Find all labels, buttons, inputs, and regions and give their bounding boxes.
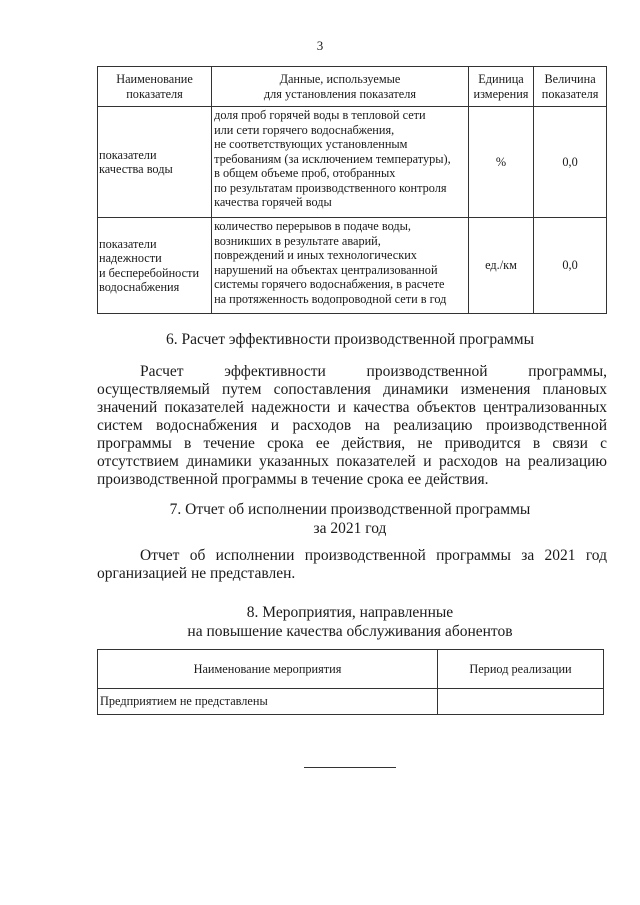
events-table <box>97 649 604 715</box>
section-6-heading: 6. Расчет эффективности производственной программы <box>166 331 534 348</box>
header-indicator: Наименование показателя <box>98 67 212 107</box>
row-value: 0,0 <box>534 107 607 218</box>
event-period-cell <box>438 689 604 715</box>
section-7-text: Отчет об исполнении производственной программы за 2021 год организацией не представлен. <box>97 547 607 582</box>
header-value: Величина показателя <box>534 67 607 107</box>
row-data-description: доля проб горячей воды в тепловой сети или сети горячего водоснабжения, не соответствующих установленным требованиям (за исключением температуры), в общем объеме проб, отобранных по результатам производственного контроля качества горячей воды <box>212 107 469 218</box>
table-row <box>98 218 607 314</box>
row-indicator-name: показатели качества воды <box>98 107 212 218</box>
indicators-table <box>97 66 607 314</box>
table-row <box>98 107 607 218</box>
event-name-cell: Предприятием не представлены <box>98 689 438 715</box>
page-number: 3 <box>316 38 324 53</box>
section-8-heading: 8. Мероприятия, направленные на повышение качества обслуживания абонентов <box>187 604 513 640</box>
header-period: Период реализации <box>438 650 604 689</box>
row-value: 0,0 <box>534 218 607 314</box>
table-header-row <box>98 67 607 107</box>
row-unit: ед./км <box>468 218 533 314</box>
section-6-text: Расчет эффективности производственной программы, осуществляемый путем сопоставления динамики изменения плановых значений показателей надежности и качества объектов централизованных систем водоснабжения и расходов на реализацию производственной программы в течение срока ее действия, не приводится в связи с отсутствием динамики указанных показателей и расходов на реализацию производственной программы в течение срока ее действия. <box>97 363 607 488</box>
row-data-description: количество перерывов в подаче воды, возникших в результате аварий, повреждений и иных технологических нарушений на объектах централизованной системы горячего водоснабжения, в расчете на протяженность водопроводной сети в год <box>212 218 469 314</box>
row-unit: % <box>468 107 533 218</box>
table-row <box>98 689 604 715</box>
header-event-name: Наименование мероприятия <box>98 650 438 689</box>
section-7-heading: 7. Отчет об исполнении производственной программы за 2021 год <box>169 501 531 537</box>
table-header-row <box>98 650 604 689</box>
end-divider <box>304 767 396 768</box>
header-unit: Единица измерения <box>468 67 533 107</box>
row-indicator-name: показатели надежности и бесперебойности водоснабжения <box>98 218 212 314</box>
header-data: Данные, используемые для установления показателя <box>212 67 469 107</box>
